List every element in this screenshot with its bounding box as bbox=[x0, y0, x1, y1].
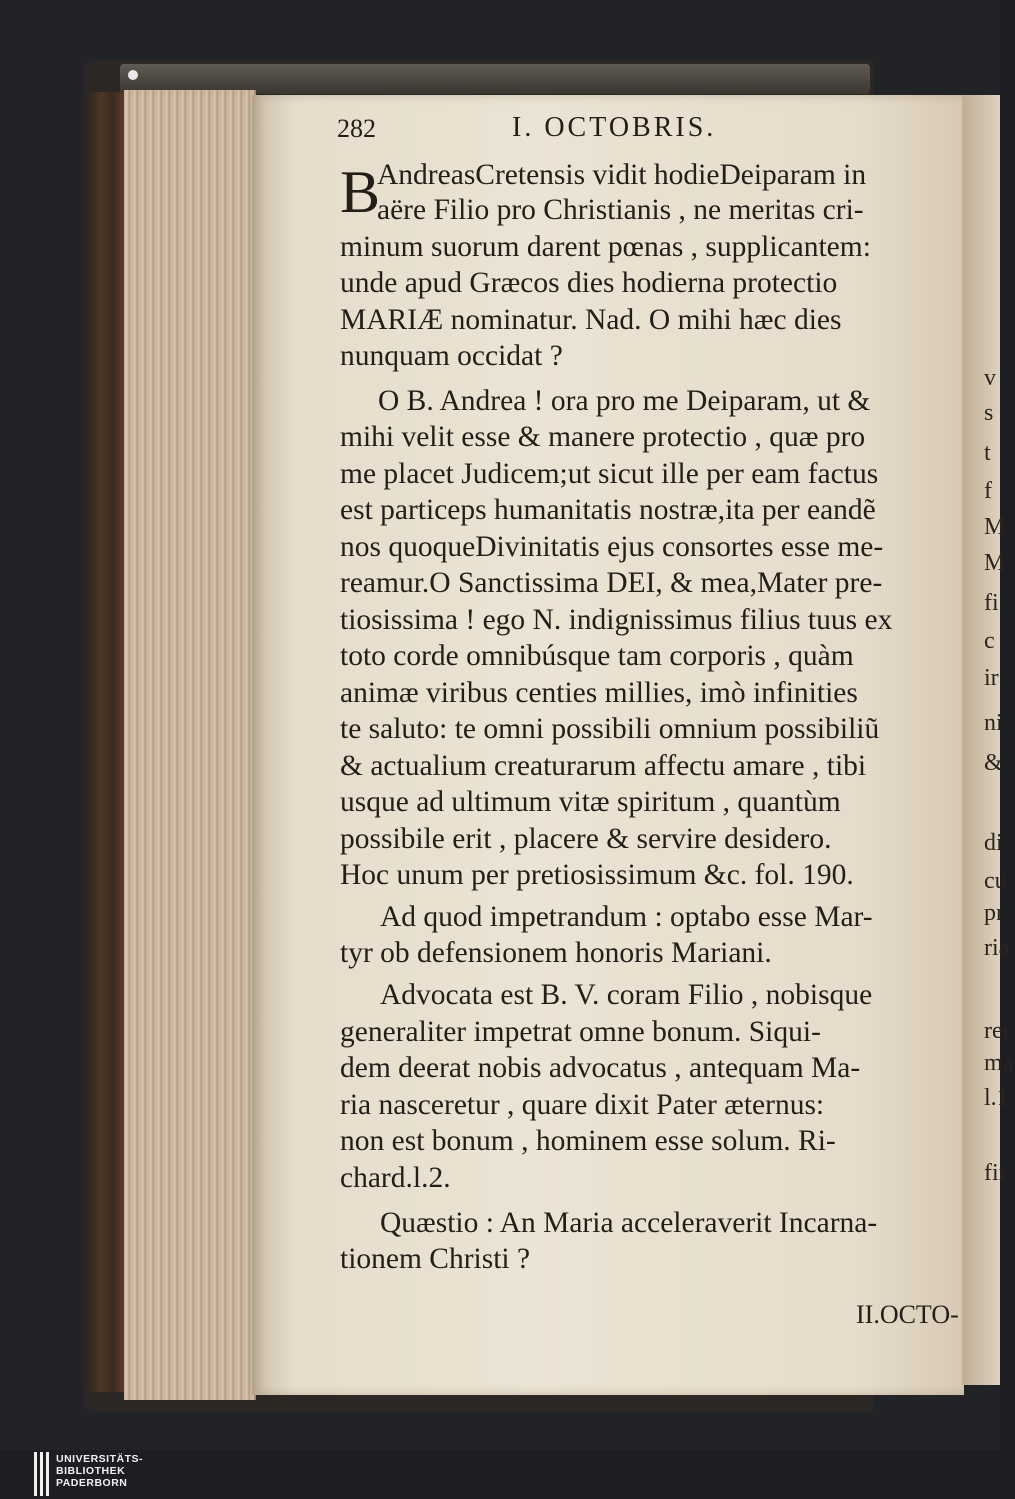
library-logo-icon bbox=[34, 1452, 50, 1496]
running-title: I. OCTOBRIS. bbox=[512, 112, 717, 143]
text-line: possibile erit , placere & servire desidero. bbox=[340, 823, 832, 855]
facing-page-fragment: M bbox=[984, 514, 1006, 540]
text-line: Advocata est B. V. coram Filio , nobisque bbox=[380, 979, 873, 1011]
text-line: unde apud Græcos dies hodierna protectio bbox=[340, 267, 838, 299]
logo-text-line: BIBLIOTHEK bbox=[56, 1465, 126, 1477]
facing-page-fragment: v bbox=[984, 365, 996, 391]
text-line: me placet Judicem;ut sicut ille per eam factus bbox=[340, 458, 879, 490]
text-line: tiosissima ! ego N. indignissimus filius tuus ex bbox=[340, 604, 893, 636]
text-line: minum suorum darent pœnas , supplicantem: bbox=[340, 231, 871, 263]
facing-page-fragment: c bbox=[984, 628, 995, 654]
facing-page-fragment: ria bbox=[984, 935, 1010, 961]
text-line: usque ad ultimum vitæ spiritum , quantùm bbox=[340, 786, 841, 818]
text-line: non est bonum , hominem esse solum. Ri- bbox=[340, 1125, 836, 1157]
page-number: 282 bbox=[337, 114, 376, 143]
text-line: AndreasCretensis vidit hodieDeiparam in bbox=[377, 159, 867, 191]
text-line: mihi velit esse & manere protectio , quæ pro bbox=[340, 421, 866, 453]
text-line: toto corde omnibúsque tam corporis , quàm bbox=[340, 640, 854, 672]
text-line: ria nasceretur , quare dixit Pater æternus: bbox=[340, 1089, 825, 1121]
facing-page-fragment: t bbox=[984, 440, 991, 466]
text-line: chard.l.2. bbox=[340, 1162, 451, 1194]
text-line: O B. Andrea ! ora pro me Deiparam, ut & bbox=[378, 385, 871, 417]
footer-bar bbox=[0, 1450, 1000, 1499]
facing-page-fragment: l.1. bbox=[984, 1085, 1015, 1111]
facing-page-fragment: di bbox=[984, 830, 1003, 856]
facing-page-fragment: ni bbox=[984, 710, 1003, 736]
text-line: reamur.O Sanctissima DEI, & mea,Mater pre- bbox=[340, 567, 883, 599]
text-line: te saluto: te omni possibili omnium possibiliũ bbox=[340, 713, 880, 745]
text-line: dem deerat nobis advocatus , antequam Ma- bbox=[340, 1052, 861, 1084]
facing-page-fragment: ir bbox=[984, 665, 999, 691]
text-line: MARIÆ nominatur. Nad. O mihi hæc dies bbox=[340, 304, 842, 336]
facing-page-fragment: M bbox=[984, 550, 1006, 576]
facing-page-fragment: f bbox=[984, 478, 992, 504]
text-line: generaliter impetrat omne bonum. Siqui- bbox=[340, 1016, 821, 1048]
text-line: Ad quod impetrandum : optabo esse Mar- bbox=[380, 901, 873, 933]
text-line: aëre Filio pro Christianis , ne meritas cri- bbox=[377, 194, 864, 226]
text-line: Hoc unum per pretiosissimum &c. fol. 190. bbox=[340, 859, 854, 891]
logo-text-line: UNIVERSITÄTS- bbox=[56, 1453, 144, 1465]
facing-page-fragment: cu bbox=[984, 868, 1007, 894]
catchword: II.OCTO- bbox=[856, 1300, 959, 1329]
text-line: Quæstio : An Maria acceleraverit Incarna- bbox=[380, 1207, 878, 1239]
drop-cap: B bbox=[340, 159, 381, 225]
text-line: tionem Christi ? bbox=[340, 1243, 531, 1275]
text-line: tyr ob defensionem honoris Mariani. bbox=[340, 937, 772, 969]
facing-page-fragment: fir bbox=[984, 1160, 1007, 1186]
text-line: animæ viribus centies millies, imò infinities bbox=[340, 677, 858, 709]
facing-page-fragment: rei bbox=[984, 1018, 1010, 1044]
facing-page-fragment: fi bbox=[984, 590, 999, 616]
facing-page-fragment: & bbox=[984, 750, 1003, 776]
text-line: nunquam occidat ? bbox=[340, 340, 563, 372]
logo-text-line: PADERBORN bbox=[56, 1477, 128, 1489]
facing-page-fragment: pr bbox=[984, 900, 1004, 926]
facing-page-fragment: ma bbox=[984, 1050, 1014, 1076]
facing-page-fragment: s bbox=[984, 400, 994, 426]
text-line: & actualium creaturarum affectu amare , tibi bbox=[340, 750, 867, 782]
text-line: nos quoqueDivinitatis ejus consortes esse me- bbox=[340, 531, 884, 563]
text-line: est particeps humanitatis nostræ,ita per eandẽ bbox=[340, 494, 876, 526]
